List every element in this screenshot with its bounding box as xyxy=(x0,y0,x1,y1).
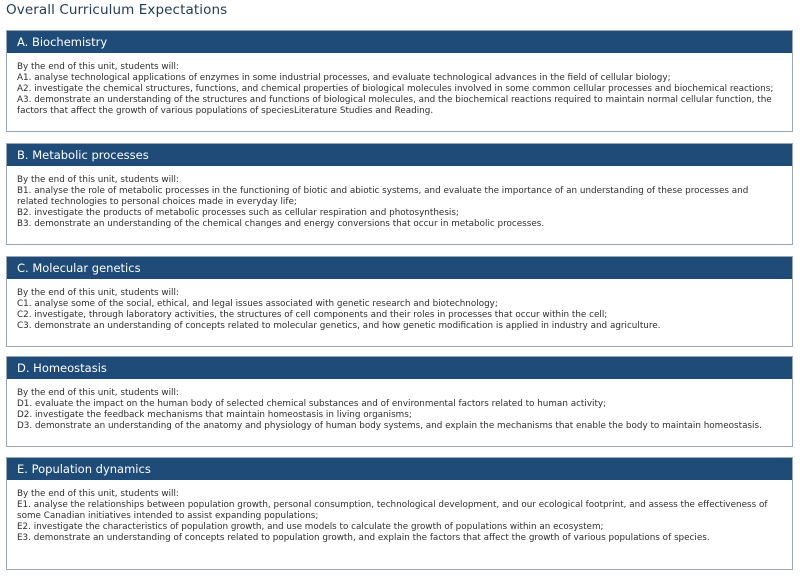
section-population-dynamics xyxy=(6,457,793,570)
expectation-item: A3. demonstrate an understanding of the structures and functions of biological molecules, and the biochemical reactions required to maintain normal cellular function, the factors that affect the growth of various populations of speciesLiterature Studies and Reading. xyxy=(17,95,772,116)
expectation-item: A1. analyse technological applications of enzymes in some industrial processes, and evaluate technological advances in the field of cellular biology; xyxy=(17,73,671,83)
section-body xyxy=(7,166,792,230)
expectation-item: A2. investigate the chemical structures, functions, and chemical properties of biological molecules involved in some common cellular processes and biochemical reactions; xyxy=(17,84,774,94)
expectation-item: E3. demonstrate an understanding of concepts related to population growth, and explain the factors that affect the growth of various populations of species. xyxy=(17,533,710,543)
section-intro: By the end of this unit, students will: xyxy=(17,175,179,185)
section-body xyxy=(7,279,792,332)
section-body xyxy=(7,53,792,117)
expectation-item: C1. analyse some of the social, ethical, and legal issues associated with genetic research and biotechnology; xyxy=(17,299,498,309)
section-intro: By the end of this unit, students will: xyxy=(17,62,179,72)
section-intro: By the end of this unit, students will: xyxy=(17,489,179,499)
section-header: C. Molecular genetics xyxy=(7,257,792,279)
expectation-item: C2. investigate, through laboratory activities, the structures of cell components and their roles in processes that occur within the cell; xyxy=(17,310,608,320)
page-title: Overall Curriculum Expectations xyxy=(6,2,228,18)
expectation-item: B2. investigate the products of metabolic processes such as cellular respiration and photosynthesis; xyxy=(17,208,459,218)
section-biochemistry xyxy=(6,30,793,132)
section-intro: By the end of this unit, students will: xyxy=(17,388,179,398)
expectation-item: D3. demonstrate an understanding of the anatomy and physiology of human body systems, and explain the mechanisms that enable the body to maintain homeostasis. xyxy=(17,421,762,431)
section-intro: By the end of this unit, students will: xyxy=(17,288,179,298)
section-header: A. Biochemistry xyxy=(7,31,792,53)
section-body xyxy=(7,480,792,544)
expectation-item: B3. demonstrate an understanding of the chemical changes and energy conversions that occur in metabolic processes. xyxy=(17,219,545,229)
section-header: B. Metabolic processes xyxy=(7,144,792,166)
expectation-item: B1. analyse the role of metabolic processes in the functioning of biotic and abiotic systems, and evaluate the importance of an understanding of these processes and related technologies to personal choices made in everyday life; xyxy=(17,186,749,207)
expectation-item: C3. demonstrate an understanding of concepts related to molecular genetics, and how genetic modification is applied in industry and agriculture. xyxy=(17,321,661,331)
section-molecular-genetics xyxy=(6,256,793,347)
expectation-item: E1. analyse the relationships between population growth, personal consumption, technological development, and our ecological footprint, and assess the effectiveness of some Canadian initiatives intended to assist expanding populations; xyxy=(17,500,768,521)
section-header: E. Population dynamics xyxy=(7,458,792,480)
expectation-item: D1. evaluate the impact on the human body of selected chemical substances and of environmental factors related to human activity; xyxy=(17,399,607,409)
expectation-item: D2. investigate the feedback mechanisms that maintain homeostasis in living organisms; xyxy=(17,410,412,420)
section-homeostasis xyxy=(6,356,793,447)
section-metabolic-processes xyxy=(6,143,793,245)
section-header: D. Homeostasis xyxy=(7,357,792,379)
expectation-item: E2. investigate the characteristics of population growth, and use models to calculate the growth of populations within an ecosystem; xyxy=(17,522,604,532)
section-body xyxy=(7,379,792,432)
